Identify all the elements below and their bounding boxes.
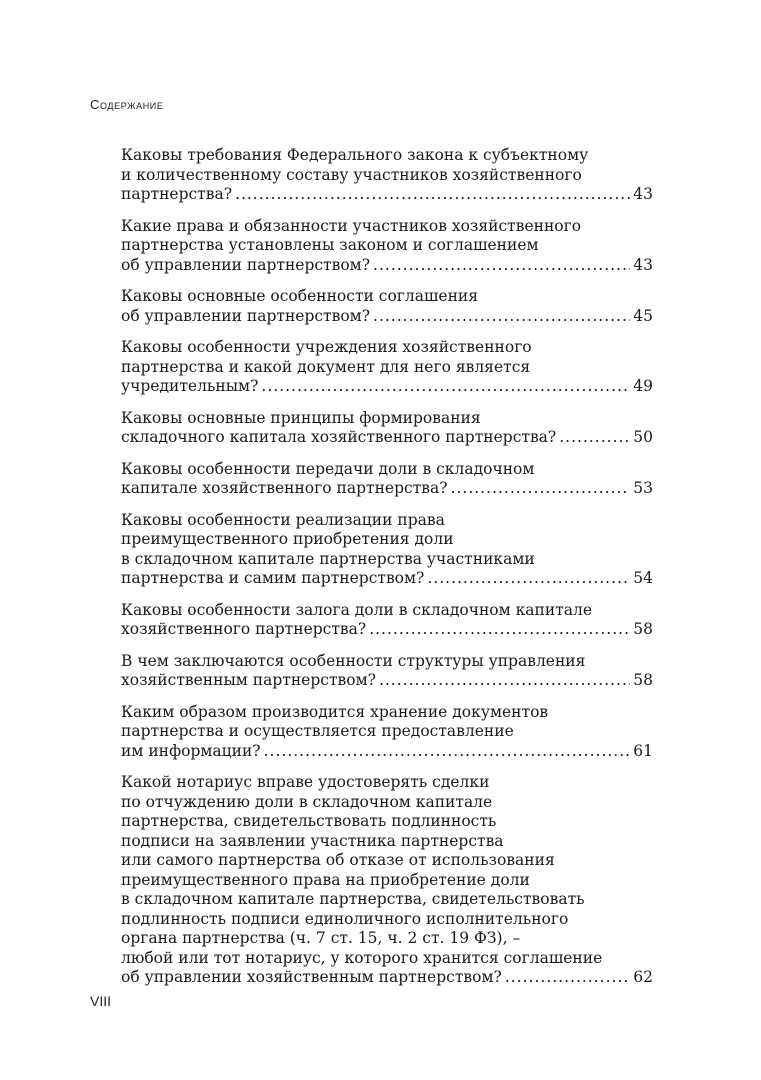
toc-entry-title-end: об управлении партнерством?: [121, 306, 371, 325]
toc-page-number[interactable]: 58: [633, 671, 653, 689]
page-number: VIII: [90, 993, 112, 1009]
toc-page-number[interactable]: 49: [633, 377, 653, 395]
toc-entry-line: подписи на заявлении участника партнерства: [121, 831, 504, 850]
dot-leader: [261, 377, 630, 397]
toc-page-number[interactable]: 61: [633, 741, 653, 760]
toc-entry[interactable]: [121, 217, 653, 276]
dot-leader: [379, 671, 630, 691]
dot-leader: [373, 256, 630, 276]
toc-entry[interactable]: [121, 338, 653, 397]
dot-leader: [235, 185, 630, 205]
toc-entry-line: Какие права и обязанности участников хозяйственного: [121, 216, 582, 235]
dot-leader: [264, 742, 631, 762]
toc-entry-line: преимущественного приобретения доли: [121, 530, 454, 548]
toc-page-number[interactable]: 53: [633, 479, 653, 497]
toc-entry-title-end: складочного капитала хозяйственного партнерства?: [121, 428, 557, 446]
toc-entry[interactable]: [121, 601, 653, 640]
toc-entry-last-line: [121, 620, 653, 640]
toc-entry[interactable]: [121, 773, 653, 988]
running-head-title: Содержание: [90, 97, 164, 112]
toc-entry-last-line: [121, 185, 653, 205]
toc-entry-title-end: партнерства и самим партнерством?: [121, 569, 425, 587]
toc-entry-line: Каковы особенности реализации права: [121, 510, 445, 529]
toc-entry-line: Каковы особенности залога доли в складочном капитале: [121, 600, 593, 619]
dot-leader: [505, 968, 630, 988]
dot-leader: [451, 479, 631, 499]
toc-entry-last-line: [121, 742, 653, 762]
toc-entry[interactable]: [121, 652, 653, 691]
toc-entry-line: преимущественного права на приобретение доли: [121, 870, 530, 889]
toc-entry-title-end: об управлении партнерством?: [121, 255, 371, 274]
toc-entry-title-end: хозяйственного партнерства?: [121, 620, 367, 638]
toc-entry[interactable]: [121, 146, 653, 205]
toc-entry-last-line: [121, 671, 653, 691]
toc-entry[interactable]: [121, 409, 653, 448]
dot-leader: [559, 428, 630, 448]
toc-entry[interactable]: [121, 511, 653, 589]
toc-entry-title-end: хозяйственным партнерством?: [121, 671, 376, 689]
toc-entry-line: Каковы особенности учреждения хозяйственного: [121, 338, 532, 356]
toc-entry-last-line: [121, 428, 653, 448]
toc-entry-line: любой или тот нотариус, у которого хранится соглашение: [121, 948, 603, 967]
dot-leader: [427, 569, 630, 589]
toc-entry[interactable]: [121, 460, 653, 499]
dot-leader: [373, 307, 630, 327]
toc-entry[interactable]: [121, 287, 653, 326]
toc-entry-line: подлинность подписи единоличного исполнительного: [121, 909, 569, 928]
toc-entry-last-line: [121, 256, 653, 276]
dot-leader: [369, 620, 630, 640]
toc-entry-title-end: партнерства?: [121, 185, 233, 203]
toc-page-number[interactable]: 45: [633, 306, 653, 325]
toc-entry-line: Какой нотариус вправе удостоверять сделки: [121, 773, 490, 791]
toc-entry-line: органа партнерства (ч. 7 ст. 15, ч. 2 ст. 19 ФЗ), –: [121, 929, 521, 947]
toc-entry-line: или самого партнерства об отказе от использования: [121, 851, 555, 869]
toc-entry-line: партнерства и осуществляется предоставление: [121, 722, 514, 740]
toc-page-number[interactable]: 43: [633, 185, 653, 203]
table-of-contents: [121, 146, 653, 1000]
toc-entry-line: и количественному составу участников хозяйственного: [121, 165, 582, 184]
toc-entry-line: партнерства установлены законом и соглашением: [121, 236, 539, 254]
toc-entry-line: в складочном капитале партнерства участниками: [121, 549, 535, 568]
toc-entry-title-end: учредительным?: [121, 377, 259, 395]
toc-entry-last-line: [121, 569, 653, 589]
toc-entry-line: Каковы основные принципы формирования: [121, 408, 481, 427]
toc-entry-title-end: капитале хозяйственного партнерства?: [121, 479, 448, 497]
toc-page-number[interactable]: 54: [633, 569, 653, 587]
toc-entry-title-end: об управлении хозяйственным партнерством?: [121, 968, 502, 986]
toc-page-number[interactable]: 58: [633, 620, 653, 638]
toc-entry-line: в складочном капитале партнерства, свидетельствовать: [121, 890, 585, 908]
toc-entry-line: Каковы требования Федерального закона к субъектному: [121, 146, 589, 164]
toc-entry-line: партнерства и какой документ для него является: [121, 357, 531, 376]
toc-entry-line: Каковы особенности передачи доли в складочном: [121, 459, 535, 478]
toc-entry-line: по отчуждению доли в складочном капитале: [121, 792, 493, 811]
toc-entry-title-end: им информации?: [121, 741, 261, 760]
toc-entry-line: Каковы основные особенности соглашения: [121, 287, 479, 305]
toc-page-number[interactable]: 62: [633, 968, 653, 986]
toc-entry-line: В чем заключаются особенности структуры управления: [121, 651, 586, 670]
toc-entry-last-line: [121, 479, 653, 499]
toc-page-number[interactable]: 43: [633, 255, 653, 274]
toc-entry-last-line: [121, 377, 653, 397]
toc-entry-last-line: [121, 307, 653, 327]
toc-entry[interactable]: [121, 703, 653, 762]
toc-page-number[interactable]: 50: [633, 428, 653, 446]
toc-entry-line: Каким образом производится хранение документов: [121, 702, 549, 721]
toc-entry-line: партнерства, свидетельствовать подлинность: [121, 812, 497, 830]
toc-entry-last-line: [121, 968, 653, 988]
